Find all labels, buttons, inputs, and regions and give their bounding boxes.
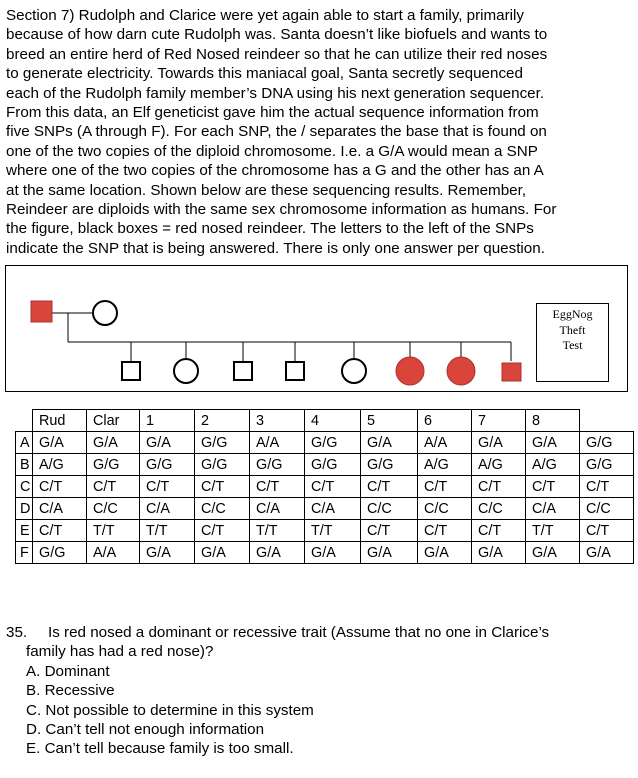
pedigree-figure xyxy=(5,265,628,392)
table-cell: A/A xyxy=(87,542,140,564)
table-cell: C/T xyxy=(305,476,361,498)
child-8-affected-male xyxy=(502,363,521,381)
question-35 xyxy=(6,623,626,759)
table-cell: C/T xyxy=(418,476,472,498)
question-stem xyxy=(6,623,626,642)
child-5-female xyxy=(342,359,366,383)
table-cell: G/G xyxy=(195,454,250,476)
blank-header xyxy=(580,410,634,432)
column-header: 7 xyxy=(472,410,526,432)
table-cell: G/G xyxy=(361,454,418,476)
column-header: 2 xyxy=(195,410,250,432)
intro-line: at the same location. Shown below are these sequencing results. Remember, xyxy=(6,181,527,199)
eggnog-theft-test-legend xyxy=(536,303,609,382)
table-cell: G/A xyxy=(580,542,634,564)
table-cell: G/A xyxy=(305,542,361,564)
table-cell: T/T xyxy=(305,520,361,542)
table-cell: A/G xyxy=(526,454,580,476)
table-cell: C/A xyxy=(305,498,361,520)
intro-line: Reindeer are diploids with the same sex chromosome information as humans. For xyxy=(6,201,557,219)
intro-line: the figure, black boxes = red nosed reindeer. The letters to the left of the SNPs xyxy=(6,220,534,238)
clarice-female xyxy=(93,301,117,325)
table-cell: C/T xyxy=(580,476,634,498)
table-cell: A/A xyxy=(418,432,472,454)
row-label: B xyxy=(16,454,33,476)
blank-corner xyxy=(16,410,33,432)
table-cell: C/C xyxy=(472,498,526,520)
table-cell: G/A xyxy=(87,432,140,454)
intro-line: indicate the SNP that is being answered. There is only one answer per question. xyxy=(6,239,545,257)
answer-option-d: D. Can’t tell not enough information xyxy=(26,721,265,739)
intro-line: one of the two copies of the diploid chromosome. I.e. a G/A would mean a SNP xyxy=(6,142,538,160)
intro-line: because of how darn cute Rudolph was. Santa doesn’t like biofuels and wants to xyxy=(6,26,548,44)
table-cell: C/T xyxy=(361,520,418,542)
intro-line: From this data, an Elf geneticist gave him the actual sequence information from xyxy=(6,104,539,122)
child-6-affected-female xyxy=(396,357,424,385)
table-cell: G/G xyxy=(305,454,361,476)
child-4-male xyxy=(286,362,304,380)
table-cell: C/A xyxy=(33,498,87,520)
table-cell: C/T xyxy=(418,520,472,542)
answer-option-a: A. Dominant xyxy=(26,662,110,680)
table-cell: C/C xyxy=(361,498,418,520)
table-cell: C/T xyxy=(87,476,140,498)
legend-line: EggNog xyxy=(552,307,593,321)
table-cell: G/G xyxy=(33,542,87,564)
table-cell: C/T xyxy=(140,476,195,498)
table-cell: C/A xyxy=(250,498,305,520)
table-cell: G/A xyxy=(250,542,305,564)
child-2-female xyxy=(174,359,198,383)
table-cell: T/T xyxy=(526,520,580,542)
table-cell: C/C xyxy=(87,498,140,520)
table-cell: C/T xyxy=(250,476,305,498)
table-cell: G/A xyxy=(140,432,195,454)
intro-line: Section 7) Rudolph and Clarice were yet again able to start a family, primarily xyxy=(6,7,525,24)
table-cell: C/T xyxy=(472,476,526,498)
table-cell: A/G xyxy=(33,454,87,476)
intro-line: five SNPs (A through F). For each SNP, the / separates the base that is found on xyxy=(6,123,547,141)
legend-line: Test xyxy=(562,338,583,352)
table-cell: G/G xyxy=(140,454,195,476)
table-cell: G/A xyxy=(472,432,526,454)
table-cell: G/A xyxy=(33,432,87,454)
column-header: 8 xyxy=(526,410,580,432)
question-stem-line: family has had a red nose)? xyxy=(26,643,214,661)
row-label: F xyxy=(16,542,33,564)
snp-table xyxy=(15,409,634,564)
table-row xyxy=(16,454,634,476)
intro-line: each of the Rudolph family member’s DNA using his next generation sequencer. xyxy=(6,84,545,102)
column-header: Rud xyxy=(33,410,87,432)
table-cell: C/T xyxy=(472,520,526,542)
table-cell: A/G xyxy=(418,454,472,476)
table-cell: C/T xyxy=(195,476,250,498)
legend-line: Theft xyxy=(559,322,586,337)
table-cell: T/T xyxy=(250,520,305,542)
intro-line: where one of the two copies of the chromosome has a G and the other has an A xyxy=(6,162,544,180)
table-cell: G/A xyxy=(472,542,526,564)
table-row xyxy=(16,498,634,520)
table-cell: G/G xyxy=(580,432,634,454)
table-header-row xyxy=(16,410,634,432)
table-cell: G/A xyxy=(361,432,418,454)
answer-option-e: E. Can’t tell because family is too small. xyxy=(26,740,294,758)
question-stem-line: Is red nosed a dominant or recessive trait (Assume that no one in Clarice’s xyxy=(48,624,550,641)
child-7-affected-female xyxy=(447,357,475,385)
row-label: A xyxy=(16,432,33,454)
table-cell: G/G xyxy=(580,454,634,476)
table-cell: C/T xyxy=(526,476,580,498)
table-cell: G/A xyxy=(140,542,195,564)
table-cell: C/A xyxy=(140,498,195,520)
table-cell: G/A xyxy=(195,542,250,564)
table-cell: G/G xyxy=(87,454,140,476)
row-label: E xyxy=(16,520,33,542)
table-cell: A/G xyxy=(472,454,526,476)
table-cell: G/G xyxy=(250,454,305,476)
column-header: 3 xyxy=(250,410,305,432)
table-row xyxy=(16,520,634,542)
table-cell: G/G xyxy=(305,432,361,454)
table-cell: C/T xyxy=(580,520,634,542)
column-header: Clar xyxy=(87,410,140,432)
intro-paragraph xyxy=(6,6,628,258)
table-cell: C/T xyxy=(33,520,87,542)
column-header: 6 xyxy=(418,410,472,432)
intro-line: to generate electricity. Towards this maniacal goal, Santa secretly sequenced xyxy=(6,65,523,83)
table-cell: C/C xyxy=(580,498,634,520)
table-cell: C/T xyxy=(33,476,87,498)
answer-option-b: B. Recessive xyxy=(26,682,115,700)
table-cell: G/A xyxy=(526,542,580,564)
row-label: D xyxy=(16,498,33,520)
table-cell: G/G xyxy=(195,432,250,454)
column-header: 4 xyxy=(305,410,361,432)
table-row xyxy=(16,476,634,498)
table-row xyxy=(16,432,634,454)
column-header: 1 xyxy=(140,410,195,432)
table-cell: G/A xyxy=(418,542,472,564)
column-header: 5 xyxy=(361,410,418,432)
row-label: C xyxy=(16,476,33,498)
table-row xyxy=(16,542,634,564)
answer-option-c: C. Not possible to determine in this system xyxy=(26,701,314,719)
rudolph-affected-male xyxy=(31,301,52,322)
intro-line: breed an entire herd of Red Nosed reindeer so that he can utilize their red noses xyxy=(6,45,548,63)
table-cell: G/A xyxy=(361,542,418,564)
table-cell: C/C xyxy=(418,498,472,520)
table-cell: C/T xyxy=(361,476,418,498)
table-cell: A/A xyxy=(250,432,305,454)
table-cell: G/A xyxy=(526,432,580,454)
table-cell: C/C xyxy=(195,498,250,520)
child-3-male xyxy=(234,362,252,380)
table-cell: C/A xyxy=(526,498,580,520)
table-cell: T/T xyxy=(140,520,195,542)
child-1-male xyxy=(122,362,140,380)
table-cell: C/T xyxy=(195,520,250,542)
question-number: 35. xyxy=(6,624,28,641)
table-cell: T/T xyxy=(87,520,140,542)
